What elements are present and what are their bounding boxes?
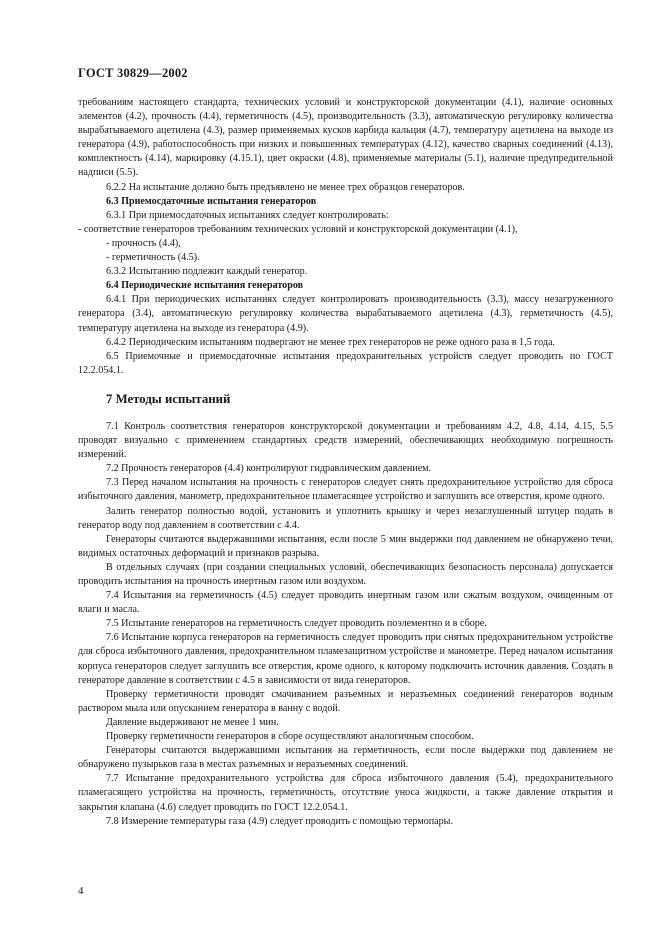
paragraph: 7.5 Испытание генераторов на герметичность следует проводить поэлементно и в сборе. — [106, 618, 487, 630]
paragraph: В отдельных случаях (при создании специальных условий, обеспечивающих безопасность персонала) допускается проводить испытания на прочность инертным газом или воздухом. — [78, 561, 613, 587]
paragraph: 6.3 Приемосдаточные испытания генераторов — [106, 195, 317, 207]
paragraph: - прочность (4.4), — [106, 237, 181, 249]
document-header: ГОСТ 30829—2002 — [78, 66, 188, 80]
paragraph: Генераторы считаются выдержавшими испытания, если после 5 мин выдержки под давлением не обнаружено течи, видимых остаточных деформаций и признаков разрыва. — [78, 533, 613, 559]
paragraph: Генераторы считаются выдержавшими испытания на герметичность, если после выдержки под давлением не обнаружено пузырьков газа в местах разъемных и неразъемных соединений. — [78, 745, 613, 771]
paragraph: 7.1 Контроль соответствия генераторов конструкторской документации и требованиям 4.2, 4.8, 4.14, 4.15, 5.5 проводят визуально с применением стандартных средств измерений, обеспечивающих необходимую погрешность измерений. — [78, 420, 613, 461]
paragraph: 6.4.2 Периодическим испытаниям подвергают не менее трех генераторов не реже одного раза в 1,5 года. — [106, 336, 555, 348]
paragraph: 6.3.1 При приемосдаточных испытаниях следует контролировать: — [106, 209, 389, 221]
paragraph: 6.5 Приемочные и приемосдаточные испытания предохранительных устройств следует проводить по ГОСТ 12.2.054.1. — [78, 350, 613, 376]
paragraph: Залить генератор полностью водой, установить и уплотнить крышку и через незаглушенный штуцер подать в генератор воду под давлением в соответствии с 4.4. — [78, 505, 613, 531]
paragraph: 7.8 Измерение температуры газа (4.9) следует проводить с помощью термопары. — [106, 815, 453, 827]
clause-6-block — [78, 96, 613, 378]
paragraph: 7.4 Испытания на герметичность (4.5) следует проводить инертным газом или сжатым воздухом, очищенным от влаги и масла. — [78, 590, 613, 616]
paragraph: 6.4 Периодические испытания генераторов — [106, 280, 304, 292]
paragraph: 7.6 Испытание корпуса генераторов на герметичность следует проводить при снятых предохранительном устройстве для сброса избыточного давления, предохранительном пламезащитном устройстве и манометре. Перед началом испытания корпуса генераторов следует заглушить все отверстия, кроме одного, к которому подключить источник давления. Создать в генераторе давление в соответствии с 4.5 в зависимости от вида генераторов. — [78, 632, 613, 686]
paragraph: Давление выдерживают не менее 1 мин. — [106, 716, 279, 728]
paragraph: 6.3.2 Испытанию подлежит каждый генератор. — [106, 266, 308, 278]
page-number: 4 — [78, 885, 84, 897]
paragraph: 7.2 Прочность генераторов (4.4) контролируют гидравлическим давлением. — [106, 463, 432, 475]
paragraph: 6.4.1 При периодических испытаниях следует контролировать производительность (3.3), массу незагруженного генератора (3.4), автоматическую регулировку количества вырабатываемого ацетилена (4.3), герметичность (4.5), температуру ацетилена на выходе из генератора (4.9). — [78, 294, 613, 334]
clause-7-block — [78, 420, 613, 829]
document-body — [78, 96, 613, 829]
paragraph: 6.2.2 На испытание должно быть предъявлено не менее трех образцов генераторов. — [106, 181, 465, 193]
section-title: 7 Методы испытаний — [106, 391, 231, 406]
paragraph: Проверку герметичности генераторов в сборе осуществляют аналогичным способом. — [106, 731, 474, 743]
paragraph: - соответствие генераторов требованиям технических условий и конструкторской документации (4.1), — [78, 223, 518, 235]
paragraph: 7.3 Перед началом испытания на прочность с генераторов следует снять предохранительное устройство для сброса избыточного давления, манометр, предохранительное пламегасящее устройство и заглушить все отверстия, кроме одного. — [78, 477, 613, 503]
paragraph: - герметичность (4.5). — [106, 252, 200, 264]
paragraph: 7.7 Испытание предохранительного устройства для сброса избыточного давления (5.4), предохранительного пламегасящего устройства на прочность, герметичность, отсутствие уноса жидкости, а также давление открытия и закрытия клапана (4.6) следует проводить по ГОСТ 12.2.054.1. — [78, 773, 613, 813]
paragraph: Проверку герметичности проводят смачиванием разъемных и неразъемных соединений генераторов водным раствором мыла или опусканием генератора в ванну с водой. — [78, 688, 613, 714]
paragraph: требованиям настоящего стандарта, технических условий и конструкторской документации (4.1), наличие основных элементов (4.2), прочность (4.4), герметичность (4.5), производительность (3.3), автоматическую регулировку количества вырабатываемого ацетилена (4.3), размер применяемых кусков карбида кальция (4.7), температуру ацетилена на выходе из генератора (4.9), работоспособность при низких и повышенных температурах (4.12), качество сварных соединений (4.13), комплектность (4.14), маркировку (4.15.1), цвет окраски (4.8), применяемые материалы (5.1), наличие предупредительной надписи (5.5). — [78, 97, 613, 179]
